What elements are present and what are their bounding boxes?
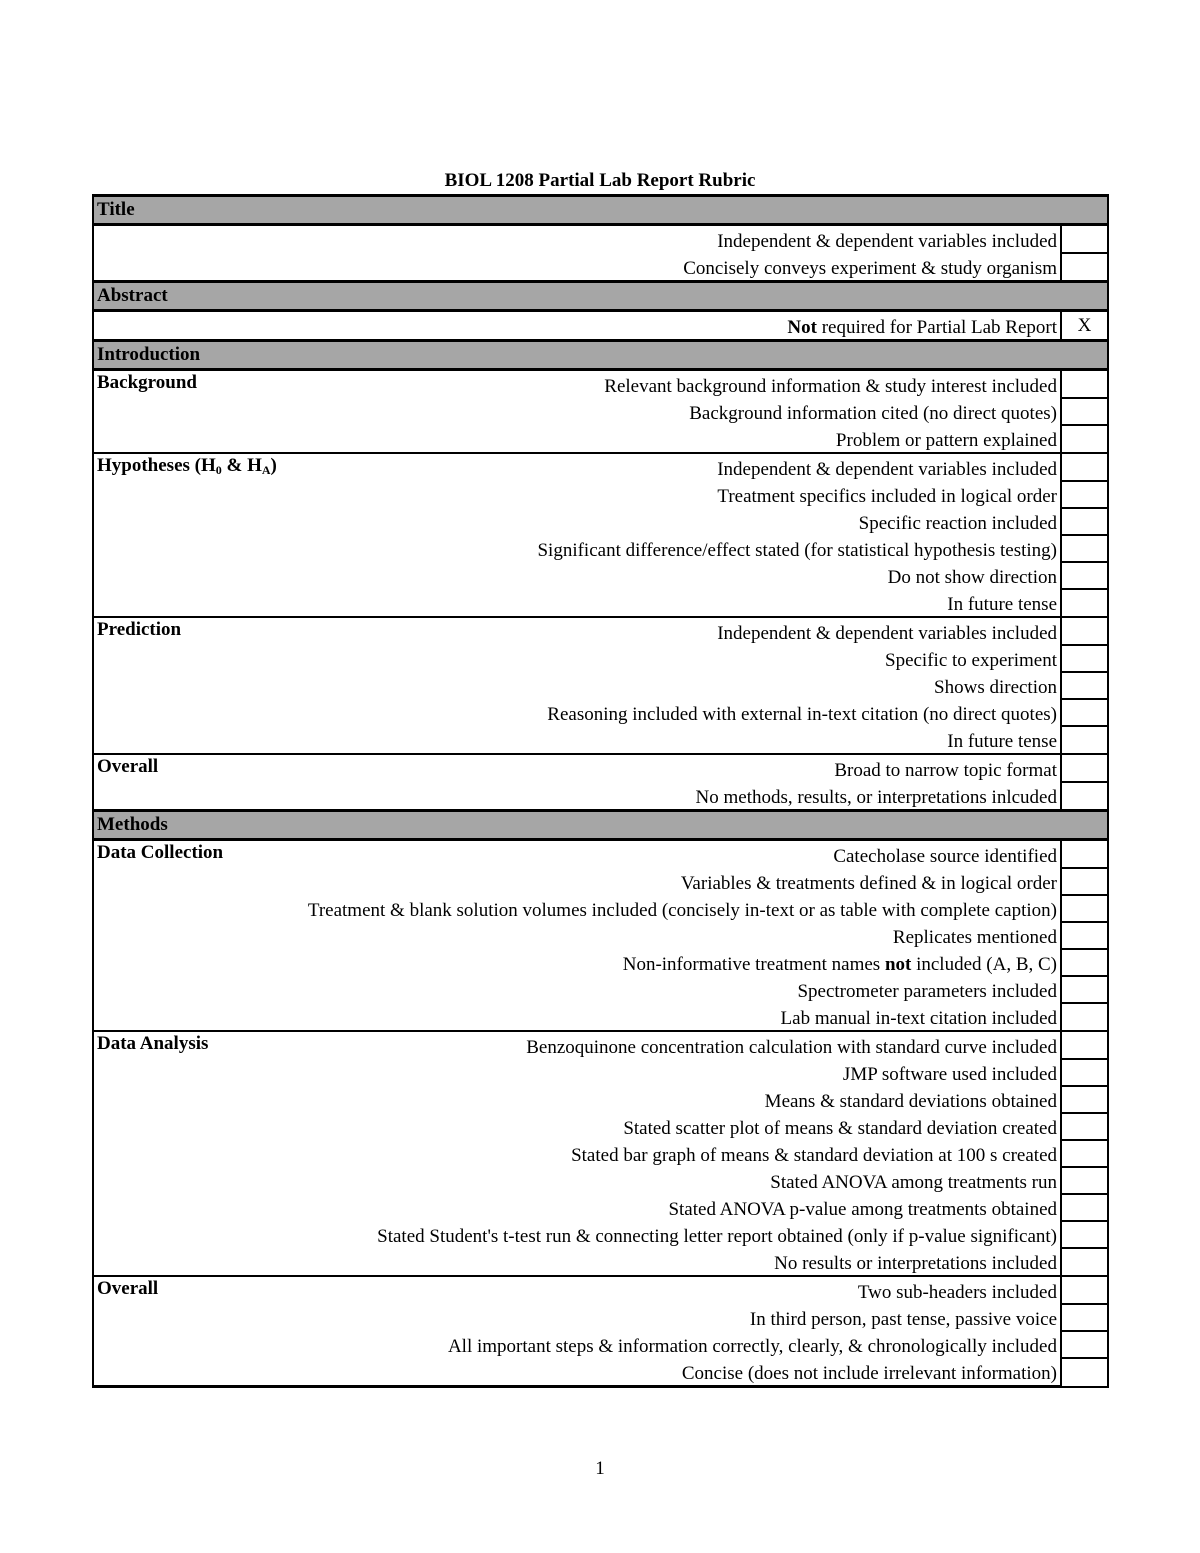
criterion-group-label [93,1276,273,1304]
criterion-group-label [93,1358,273,1387]
rubric-row [93,949,1108,976]
score-checkbox[interactable] [1061,1248,1108,1276]
criterion-text [273,535,1061,562]
criterion-label: Stated Student's t-test run & connecting letter report obtained (only if p-value significant) [377,1226,1057,1247]
criterion-label: Stated ANOVA among treatments run [770,1172,1057,1193]
criterion-label: Variables & treatments defined & in logical order [680,873,1057,894]
criterion-group-label [93,535,273,562]
rubric-row [93,481,1108,508]
criterion-text [273,1331,1061,1358]
score-checkbox[interactable] [1061,481,1108,508]
rubric-row [93,453,1108,481]
criterion-text [273,562,1061,589]
score-checkbox[interactable] [1061,754,1108,782]
rubric-row [93,589,1108,617]
rubric-row [93,311,1108,341]
criterion-text [273,1194,1061,1221]
score-checkbox[interactable] [1061,1140,1108,1167]
criterion-group-label [93,895,273,922]
rubric-row [93,535,1108,562]
criterion-text [273,1031,1061,1059]
criterion-label: Problem or pattern explained [835,430,1057,451]
criterion-label: Relevant background information & study interest included [604,376,1057,397]
criterion-label: In future tense [947,731,1057,752]
criterion-label: Treatment & blank solution volumes included (concisely in-text or as table with complete caption) [307,900,1057,921]
criterion-group-label [93,726,273,754]
score-checkbox[interactable] [1061,453,1108,481]
rubric-row [93,370,1108,399]
rubric-body [93,196,1108,1387]
rubric-row [93,754,1108,782]
rubric-row [93,1276,1108,1304]
criterion-group-label [93,1221,273,1248]
rubric-title: BIOL 1208 Partial Lab Report Rubric [444,170,756,191]
score-checkbox[interactable] [1061,699,1108,726]
rubric-table [92,194,1109,1388]
rubric-row [93,782,1108,811]
criterion-group-label [93,1248,273,1276]
criterion-text [270,453,1061,481]
emphasis: not [884,954,912,975]
rubric-row [93,617,1108,645]
criterion-text [273,754,1061,782]
section-header-row [93,282,1108,311]
criterion-label: Non-informative treatment names [622,954,885,975]
criterion-text [273,1086,1061,1113]
rubric-row [93,868,1108,895]
criterion-label: Stated scatter plot of means & standard deviation created [623,1118,1057,1139]
criterion-group-label [93,225,273,254]
score-checkbox[interactable] [1061,398,1108,425]
rubric-row [93,895,1108,922]
criterion-group-label [93,311,273,341]
criterion-group-label [93,645,273,672]
criterion-text [273,840,1061,869]
criterion-label: Reasoning included with external in-text citation (no direct quotes) [547,704,1057,725]
criterion-text [273,508,1061,535]
rubric-row [93,672,1108,699]
score-checkbox[interactable] [1061,508,1108,535]
rubric-row [93,976,1108,1003]
criterion-text [273,1248,1061,1276]
rubric-row [93,1358,1108,1387]
rubric-row [93,398,1108,425]
score-checkbox[interactable] [1061,645,1108,672]
rubric-row [93,1031,1108,1059]
group-label-text: Data Collection [97,842,224,863]
group-label-text: Overall [97,1278,159,1299]
criterion-text [273,370,1061,399]
criterion-label: Independent & dependent variables included [717,231,1057,252]
criterion-text [273,922,1061,949]
group-label-text: Hypotheses (H [97,455,216,476]
score-checkbox[interactable] [1061,1003,1108,1031]
score-checkbox[interactable] [1061,1221,1108,1248]
score-checkbox[interactable] [1061,370,1108,399]
criterion-text [273,1304,1061,1331]
criterion-text [273,949,1061,976]
rubric-row [93,508,1108,535]
rubric-row [93,253,1108,282]
criterion-text [273,699,1061,726]
rubric-row [93,726,1108,754]
criterion-text [273,311,1061,341]
criterion-group-label [93,672,273,699]
criterion-group-label [93,453,277,481]
criterion-text [273,481,1061,508]
score-checkbox[interactable] [1061,617,1108,645]
criterion-group-label [93,1003,273,1031]
criterion-group-label [93,562,273,589]
criterion-group-label [93,1140,273,1167]
criterion-label: Spectrometer parameters included [797,981,1057,1002]
section-header-row [93,341,1108,370]
criterion-text [273,1113,1061,1140]
criterion-group-label [93,425,273,453]
group-label-text: Prediction [97,619,182,640]
criterion-text [273,672,1061,699]
criterion-label: Specific reaction included [858,513,1057,534]
rubric-row [93,1304,1108,1331]
criterion-label: required for Partial Lab Report [816,317,1057,338]
rubric-row [93,1140,1108,1167]
criterion-text [273,1221,1061,1248]
rubric-row [93,1113,1108,1140]
criterion-label: Catecholase source identified [833,846,1057,867]
criterion-group-label [93,868,273,895]
criterion-text [273,425,1061,453]
criterion-group-label [93,508,273,535]
score-checkbox[interactable] [1061,562,1108,589]
criterion-group-label [93,699,273,726]
criterion-text [273,1140,1061,1167]
criterion-label: Concise (does not include irrelevant information) [681,1363,1057,1384]
criterion-group-label [93,1167,273,1194]
subscript: A [261,463,271,477]
rubric-row [93,699,1108,726]
emphasis: Not [787,317,817,338]
criterion-label: Means & standard deviations obtained [764,1091,1057,1112]
criterion-text [273,617,1061,645]
section-header: Abstract [93,282,1108,311]
score-checkbox[interactable] [1061,1276,1108,1304]
criterion-label: No methods, results, or interpretations inlcuded [695,787,1057,808]
criterion-text [273,225,1061,254]
page-number: 1 [595,1458,605,1479]
score-checkbox[interactable] [1061,225,1108,254]
rubric-row [93,425,1108,453]
criterion-group-label [93,253,273,282]
score-checkbox[interactable] [1061,1194,1108,1221]
score-checkbox[interactable] [1061,1358,1108,1387]
criterion-label: Specific to experiment [885,650,1057,671]
score-checkbox[interactable] [1061,1059,1108,1086]
criterion-label: No results or interpretations included [774,1253,1057,1274]
criterion-group-label [93,754,273,782]
criterion-label: Do not show direction [887,567,1057,588]
criterion-label: Lab manual in-text citation included [780,1008,1057,1029]
criterion-text [273,645,1061,672]
rubric-row [93,562,1108,589]
score-checkbox[interactable] [1061,425,1108,453]
score-checkbox[interactable] [1061,672,1108,699]
criterion-group-label [93,1304,273,1331]
criterion-label: Broad to narrow topic format [834,760,1057,781]
rubric-row [93,225,1108,254]
criterion-group-label [93,976,273,1003]
criterion-text [273,976,1061,1003]
criterion-text [273,1167,1061,1194]
criterion-text [273,589,1061,617]
criterion-group-label [93,398,273,425]
score-checkbox[interactable] [1061,1304,1108,1331]
criterion-label: Replicates mentioned [892,927,1057,948]
criterion-label: Significant difference/effect stated (for statistical hypothesis testing) [537,540,1057,561]
score-checkbox[interactable] [1061,535,1108,562]
group-label-text: Overall [97,756,159,777]
score-checkbox[interactable] [1061,589,1108,617]
section-header: Title [93,196,1108,225]
criterion-group-label [93,481,273,508]
score-checkbox[interactable]: X [1061,311,1108,341]
criterion-label: Stated bar graph of means & standard deviation at 100 s created [571,1145,1057,1166]
criterion-label: Shows direction [934,677,1057,698]
criterion-text [273,895,1061,922]
criterion-label: In future tense [947,594,1057,615]
criterion-label: All important steps & information correctly, clearly, & chronologically included [447,1336,1057,1357]
criterion-group-label [93,370,273,399]
group-label-text: ) [270,455,277,476]
criterion-text [273,1003,1061,1031]
criterion-group-label [93,922,273,949]
criterion-text [273,1358,1061,1387]
group-label-text: & H [221,455,262,476]
group-label-text: Data Analysis [97,1033,209,1054]
criterion-group-label [93,949,273,976]
criterion-label: Two sub-headers included [857,1282,1057,1303]
score-checkbox[interactable] [1061,782,1108,811]
score-checkbox[interactable] [1061,840,1108,869]
rubric-row [93,922,1108,949]
criterion-label: In third person, past tense, passive voice [749,1309,1057,1330]
criterion-label: Stated ANOVA p-value among treatments obtained [668,1199,1057,1220]
criterion-label: Benzoquinone concentration calculation with standard curve included [526,1037,1057,1058]
score-checkbox[interactable] [1061,1331,1108,1358]
criterion-group-label [93,840,273,869]
section-header-row [93,811,1108,840]
rubric-row [93,1167,1108,1194]
rubric-row [93,1248,1108,1276]
score-checkbox[interactable] [1061,1167,1108,1194]
criterion-text [273,1059,1061,1086]
criterion-text [273,398,1061,425]
criterion-group-label [93,1086,273,1113]
criterion-group-label [93,617,273,645]
rubric-row [93,1003,1108,1031]
subscript: 0 [215,463,222,477]
section-header: Introduction [93,341,1108,370]
criterion-label: Independent & dependent variables included [717,459,1057,480]
criterion-label: Independent & dependent variables included [717,623,1057,644]
criterion-text [273,1276,1061,1304]
score-checkbox[interactable] [1061,253,1108,282]
section-header: Methods [93,811,1108,840]
group-label-text: Background [97,372,197,393]
criterion-group-label [93,1331,273,1358]
criterion-label: Concisely conveys experiment & study organism [683,258,1057,279]
criterion-label: Background information cited (no direct quotes) [689,403,1057,424]
criterion-group-label [93,1113,273,1140]
score-checkbox[interactable] [1061,949,1108,976]
criterion-text [273,782,1061,811]
criterion-label: JMP software used included [842,1064,1057,1085]
rubric-row [93,840,1108,869]
criterion-text [273,253,1061,282]
criterion-group-label [93,782,273,811]
criterion-text [273,726,1061,754]
criterion-label: Treatment specifics included in logical order [717,486,1057,507]
score-checkbox[interactable] [1061,1031,1108,1059]
score-checkbox[interactable] [1061,1086,1108,1113]
criterion-text [273,868,1061,895]
rubric-row [93,1086,1108,1113]
criterion-group-label [93,1059,273,1086]
rubric-row [93,1059,1108,1086]
rubric-row [93,645,1108,672]
score-checkbox[interactable] [1061,976,1108,1003]
rubric-row [93,1194,1108,1221]
criterion-group-label [93,1031,273,1059]
score-checkbox[interactable] [1061,895,1108,922]
score-checkbox[interactable] [1061,726,1108,754]
criterion-label: included (A, B, C) [911,954,1057,975]
score-checkbox[interactable] [1061,922,1108,949]
rubric-row [93,1331,1108,1358]
criterion-group-label [93,589,273,617]
score-checkbox[interactable] [1061,868,1108,895]
section-header-row [93,196,1108,225]
criterion-group-label [93,1194,273,1221]
rubric-row [93,1221,1108,1248]
score-checkbox[interactable] [1061,1113,1108,1140]
